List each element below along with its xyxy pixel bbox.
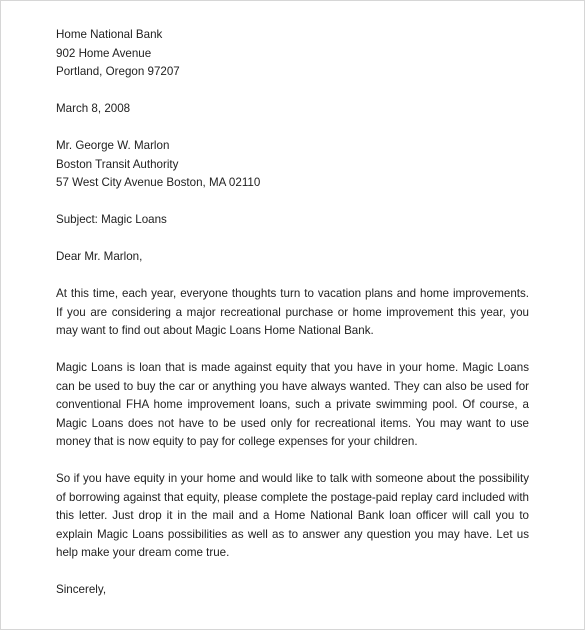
recipient-name: Mr. George W. Marlon — [56, 139, 170, 152]
spacer — [56, 563, 529, 582]
closing: Sincerely, — [56, 583, 107, 596]
spacer — [56, 267, 529, 286]
spacer — [56, 82, 529, 101]
paragraph-1 — [56, 285, 529, 341]
sender-city-state-zip: Portland, Oregon 97207 — [56, 65, 180, 78]
letter-body — [56, 26, 529, 600]
spacer — [56, 119, 529, 138]
spacer — [56, 452, 529, 471]
paragraph-text: At this time, each year, everyone thoughts turn to vacation plans and home improvements. If you are considering a major recreational purchase or home improvement this year, you may want to find out about Magic Loans Home National Bank. — [56, 287, 529, 337]
paragraph-text: Magic Loans is loan that is made against equity that you have in your home. Magic Loans can be used to buy the car or anything you have always wanted. They can also be used for conventional FHA home improvement loans, such a private swimming pool. Of course, a Magic Loans does not have to be used only for recreational items. You may want to use money that is now equity to pay for college expenses for your children. — [56, 361, 529, 448]
spacer — [56, 341, 529, 360]
spacer — [56, 193, 529, 212]
sender-street: 902 Home Avenue — [56, 46, 152, 60]
spacer — [56, 230, 529, 249]
recipient-address: 57 West City Avenue Boston, MA 02110 — [56, 176, 261, 189]
letter-date: March 8, 2008 — [56, 102, 131, 115]
paragraph-2 — [56, 359, 529, 452]
recipient-organization: Boston Transit Authority — [56, 157, 179, 171]
salutation: Dear Mr. Marlon, — [56, 250, 143, 263]
subject-line: Subject: Magic Loans — [56, 213, 167, 226]
sender-name: Home National Bank — [56, 28, 163, 41]
paragraph-3 — [56, 470, 529, 563]
paragraph-text: So if you have equity in your home and would like to talk with someone about the possibility of borrowing against that equity, please complete the postage-paid replay card included with this letter. Just drop it in the mail and a Home National Bank loan officer will call you to explain Magic Loans possibilities as well as to answer any question you may have. Let us help make your dream come true. — [56, 472, 529, 559]
